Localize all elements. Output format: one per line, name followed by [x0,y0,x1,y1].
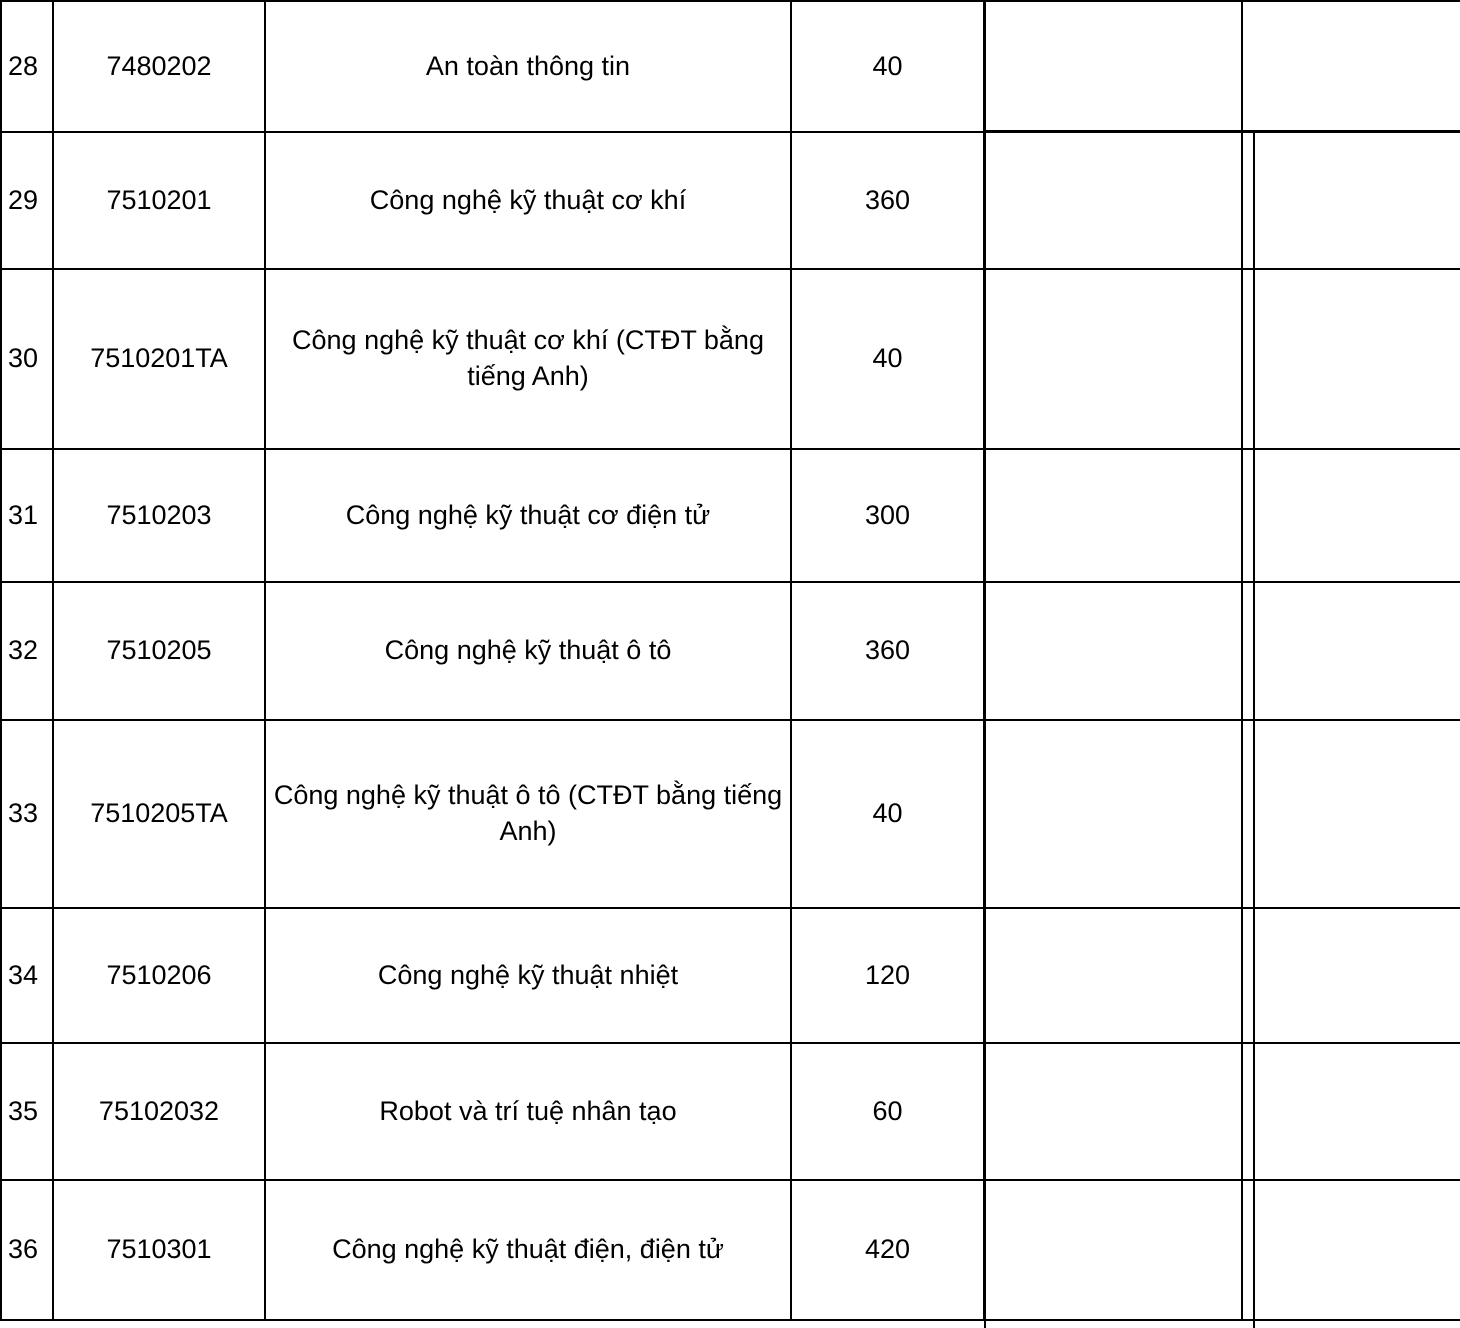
row-extra-2 [1242,1,1460,132]
row-code: 7510201 [53,132,265,269]
row-quota: 420 [791,1180,984,1320]
row-name: Công nghệ kỹ thuật nhiệt [265,908,791,1043]
row-code: 7480202 [53,1,265,132]
row-extra-1 [984,1,1242,132]
row-code: 7510205TA [53,720,265,908]
row-extra-2 [1242,132,1460,269]
row-extra-2 [1242,720,1460,908]
row-index: 35 [1,1043,53,1180]
row-extra-2 [1242,269,1460,449]
row-quota: 40 [791,269,984,449]
row-code: 7510205 [53,582,265,720]
table-row [1,582,1460,720]
row-extra-1 [984,1043,1242,1180]
table-row [1,1,1460,132]
row-extra-1 [984,908,1242,1043]
row-quota: 40 [791,720,984,908]
row-index: 33 [1,720,53,908]
row-extra-1 [984,269,1242,449]
row-extra-1 [984,720,1242,908]
row-index: 32 [1,582,53,720]
row-quota: 360 [791,132,984,269]
table-row [1,449,1460,582]
vertical-rule-middle [984,0,986,1328]
row-index: 36 [1,1180,53,1320]
row-index: 34 [1,908,53,1043]
row-index: 31 [1,449,53,582]
row-extra-2 [1242,449,1460,582]
row-index: 28 [1,1,53,132]
row-name: An toàn thông tin [265,1,791,132]
row-name: Công nghệ kỹ thuật điện, điện tử [265,1180,791,1320]
row-index: 30 [1,269,53,449]
table-row [1,720,1460,908]
row-code: 75102032 [53,1043,265,1180]
row-extra-2 [1242,1180,1460,1320]
row-code: 7510203 [53,449,265,582]
horizontal-rule-top [985,130,1460,132]
vertical-rule-right [1253,131,1255,1328]
row-name: Công nghệ kỹ thuật cơ điện tử [265,449,791,582]
row-extra-2 [1242,582,1460,720]
row-quota: 60 [791,1043,984,1180]
row-extra-1 [984,582,1242,720]
table-row [1,269,1460,449]
table-row [1,908,1460,1043]
row-quota: 40 [791,1,984,132]
row-quota: 360 [791,582,984,720]
row-quota: 300 [791,449,984,582]
table-row [1,1180,1460,1320]
row-quota: 120 [791,908,984,1043]
table-row [1,1043,1460,1180]
row-extra-1 [984,132,1242,269]
row-extra-2 [1242,908,1460,1043]
row-code: 7510206 [53,908,265,1043]
table-row [1,132,1460,269]
row-index: 29 [1,132,53,269]
row-extra-1 [984,449,1242,582]
row-extra-1 [984,1180,1242,1320]
row-name: Công nghệ kỹ thuật ô tô [265,582,791,720]
row-code: 7510201TA [53,269,265,449]
row-name: Robot và trí tuệ nhân tạo [265,1043,791,1180]
row-name: Công nghệ kỹ thuật cơ khí [265,132,791,269]
row-code: 7510301 [53,1180,265,1320]
row-name: Công nghệ kỹ thuật ô tô (CTĐT bằng tiếng Anh) [265,720,791,908]
row-extra-2 [1242,1043,1460,1180]
row-name: Công nghệ kỹ thuật cơ khí (CTĐT bằng tiếng Anh) [265,269,791,449]
